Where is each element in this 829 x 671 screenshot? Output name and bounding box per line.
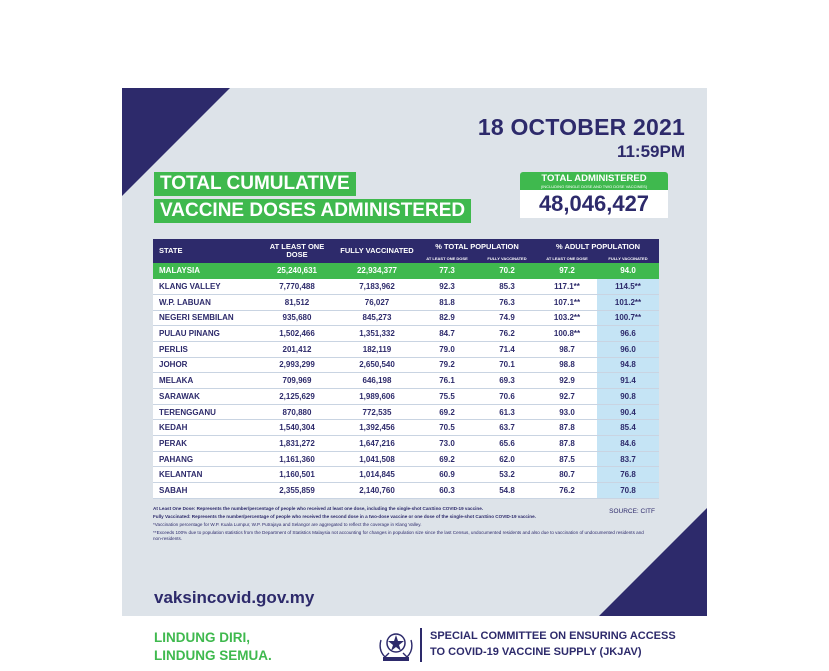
cell-at-least-one: 1,161,360 [257,451,337,467]
coat-of-arms-icon [375,630,417,664]
cell-adult-one: 80.7 [537,467,597,483]
cell-at-least-one: 1,502,466 [257,326,337,342]
table-row [153,420,659,436]
subheader-total-fully: FULLY VACCINATED [477,254,537,263]
cell-total-one: 81.8 [417,294,477,310]
cell-total-fully: 70.1 [477,357,537,373]
cell-state: MELAKA [153,373,257,389]
cell-total-fully: 76.2 [477,326,537,342]
cell-at-least-one: 25,240,631 [257,263,337,279]
cell-total-fully: 53.2 [477,467,537,483]
cell-at-least-one: 2,355,859 [257,483,337,499]
cell-adult-one: 97.2 [537,263,597,279]
cell-adult-fully: 84.6 [597,436,659,452]
cell-total-one: 84.7 [417,326,477,342]
header-pct-adult: % ADULT POPULATION [537,239,659,254]
cell-total-one: 77.3 [417,263,477,279]
header-at-least-one: AT LEAST ONE DOSE [257,239,337,263]
table-row [153,436,659,452]
headline [154,172,471,226]
cell-adult-one: 98.7 [537,341,597,357]
cell-adult-one: 117.1** [537,279,597,295]
cell-state: SABAH [153,483,257,499]
header-state: STATE [153,239,257,263]
header-fully: FULLY VACCINATED [337,239,417,263]
cell-adult-fully: 90.4 [597,404,659,420]
slogan-line-1: LINDUNG DIRI, [154,630,250,645]
cell-state: KELANTAN [153,467,257,483]
cell-state: JOHOR [153,357,257,373]
cell-adult-one: 87.5 [537,451,597,467]
slogan-line-2: LINDUNG SEMUA. [154,648,272,663]
cell-total-fully: 70.6 [477,389,537,405]
total-administered-sublabel: (INCLUDING SINGLE DOSE AND TWO DOSE VACCINES) [540,184,648,189]
headline-line-1: TOTAL CUMULATIVE [154,172,356,196]
table-row-total [153,263,659,279]
table-row [153,326,659,342]
cell-at-least-one: 1,160,501 [257,467,337,483]
note-at-least-one: At Least One Dose: Represents the number/percentage of people who received at least one dose, including the single-shot CanSino COVID-19 vaccine. [153,506,484,511]
cell-adult-fully: 94.0 [597,263,659,279]
cell-at-least-one: 1,540,304 [257,420,337,436]
cell-at-least-one: 709,969 [257,373,337,389]
cell-adult-one: 92.9 [537,373,597,389]
cell-total-one: 69.2 [417,451,477,467]
cell-adult-fully: 83.7 [597,451,659,467]
cell-adult-one: 100.8** [537,326,597,342]
cell-total-fully: 74.9 [477,310,537,326]
cell-adult-one: 98.8 [537,357,597,373]
cell-state: PAHANG [153,451,257,467]
cell-total-one: 76.1 [417,373,477,389]
table-row [153,341,659,357]
cell-fully: 1,989,606 [337,389,417,405]
header-pct-total: % TOTAL POPULATION [417,239,537,254]
cell-fully: 1,351,332 [337,326,417,342]
table-row [153,310,659,326]
cell-total-one: 75.5 [417,389,477,405]
cell-total-fully: 65.6 [477,436,537,452]
cell-fully: 845,273 [337,310,417,326]
table-row [153,404,659,420]
cell-fully: 182,119 [337,341,417,357]
cell-adult-one: 87.8 [537,436,597,452]
subheader-adult-fully: FULLY VACCINATED [597,254,659,263]
cell-adult-one: 93.0 [537,404,597,420]
cell-state: PULAU PINANG [153,326,257,342]
cell-adult-fully: 96.6 [597,326,659,342]
table-row [153,357,659,373]
cell-total-fully: 71.4 [477,341,537,357]
cell-adult-fully: 96.0 [597,341,659,357]
cell-total-one: 70.5 [417,420,477,436]
cell-state: NEGERI SEMBILAN [153,310,257,326]
cell-fully: 646,198 [337,373,417,389]
cell-total-fully: 63.7 [477,420,537,436]
cell-adult-one: 103.2** [537,310,597,326]
cell-state: W.P. LABUAN [153,294,257,310]
infographic-card [122,88,707,616]
cell-adult-one: 76.2 [537,483,597,499]
table-row [153,279,659,295]
cell-fully: 76,027 [337,294,417,310]
cell-state: SARAWAK [153,389,257,405]
date-label: 18 OCTOBER 2021 [477,114,685,140]
time-label: 11:59PM [616,142,685,161]
cell-fully: 1,041,508 [337,451,417,467]
cell-fully: 772,535 [337,404,417,420]
note-exceeds: **Exceeds 100% due to population statistics from the Department of Statistics Malaysia not accounting for changes in population size since the last Census, undocumented residents and also due to vaccination of undocumented residents and non-residents. [153,530,644,541]
cell-total-fully: 54.8 [477,483,537,499]
cell-total-one: 60.3 [417,483,477,499]
table-row [153,389,659,405]
cell-at-least-one: 935,680 [257,310,337,326]
cell-total-fully: 61.3 [477,404,537,420]
cell-at-least-one: 201,412 [257,341,337,357]
cell-fully: 1,014,845 [337,467,417,483]
total-administered-box [520,172,668,218]
website-link[interactable]: vaksincovid.gov.my [154,588,315,607]
note-fully: Fully Vaccinated: Represents the number/percentage of people who received the second dose in a two-dose vaccine or one dose of the single-shot CanSino COVID-19 vaccine. [153,514,536,519]
cell-total-one: 79.0 [417,341,477,357]
table-row [153,451,659,467]
cell-adult-one: 92.7 [537,389,597,405]
cell-total-fully: 70.2 [477,263,537,279]
cell-fully: 1,647,216 [337,436,417,452]
footnotes [153,506,653,544]
committee-name [420,628,676,662]
cell-adult-fully: 94.8 [597,357,659,373]
cell-adult-fully: 114.5** [597,279,659,295]
note-klang-valley: *Vaccination percentage for W.P. Kuala Lumpur, W.P. Putrajaya and Selangor are aggregated to reflect the coverage in Klang Valley. [153,522,422,527]
cell-at-least-one: 1,831,272 [257,436,337,452]
cell-adult-fully: 101.2** [597,294,659,310]
cell-fully: 22,934,377 [337,263,417,279]
source-label: SOURCE: CITF [609,508,655,515]
cell-state: MALAYSIA [153,263,257,279]
cell-state: PERLIS [153,341,257,357]
cell-adult-fully: 70.8 [597,483,659,499]
cell-adult-fully: 76.8 [597,467,659,483]
table-row [153,483,659,499]
cell-at-least-one: 2,125,629 [257,389,337,405]
cell-total-one: 73.0 [417,436,477,452]
table-row [153,467,659,483]
cell-total-fully: 76.3 [477,294,537,310]
cell-total-one: 69.2 [417,404,477,420]
cell-total-fully: 69.3 [477,373,537,389]
cell-total-one: 60.9 [417,467,477,483]
table-row [153,373,659,389]
cell-at-least-one: 7,770,488 [257,279,337,295]
cell-fully: 1,392,456 [337,420,417,436]
total-administered-value: 48,046,427 [520,190,668,218]
cell-at-least-one: 2,993,299 [257,357,337,373]
vaccination-table [153,239,659,499]
subheader-total-one: AT LEAST ONE DOSE [417,254,477,263]
report-date [478,116,685,160]
cell-adult-fully: 91.4 [597,373,659,389]
headline-line-2: VACCINE DOSES ADMINISTERED [154,199,471,223]
total-administered-label: TOTAL ADMINISTERED [541,173,647,184]
cell-at-least-one: 81,512 [257,294,337,310]
cell-at-least-one: 870,880 [257,404,337,420]
table-row [153,294,659,310]
cell-adult-one: 107.1** [537,294,597,310]
committee-line-1: SPECIAL COMMITTEE ON ENSURING ACCESS [430,630,676,642]
cell-total-one: 82.9 [417,310,477,326]
cell-state: KLANG VALLEY [153,279,257,295]
slogan [154,629,272,665]
subheader-adult-one: AT LEAST ONE DOSE [537,254,597,263]
cell-adult-fully: 90.8 [597,389,659,405]
cell-state: TERENGGANU [153,404,257,420]
table-body [153,263,659,498]
cell-fully: 2,140,760 [337,483,417,499]
cell-adult-one: 87.8 [537,420,597,436]
cell-state: KEDAH [153,420,257,436]
cell-adult-fully: 100.7** [597,310,659,326]
cell-adult-fully: 85.4 [597,420,659,436]
cell-total-fully: 85.3 [477,279,537,295]
cell-state: PERAK [153,436,257,452]
cell-total-fully: 62.0 [477,451,537,467]
cell-fully: 7,183,962 [337,279,417,295]
cell-total-one: 92.3 [417,279,477,295]
committee-line-2: TO COVID-19 VACCINE SUPPLY (JKJAV) [430,646,642,658]
cell-total-one: 79.2 [417,357,477,373]
total-administered-header [520,172,668,190]
cell-fully: 2,650,540 [337,357,417,373]
